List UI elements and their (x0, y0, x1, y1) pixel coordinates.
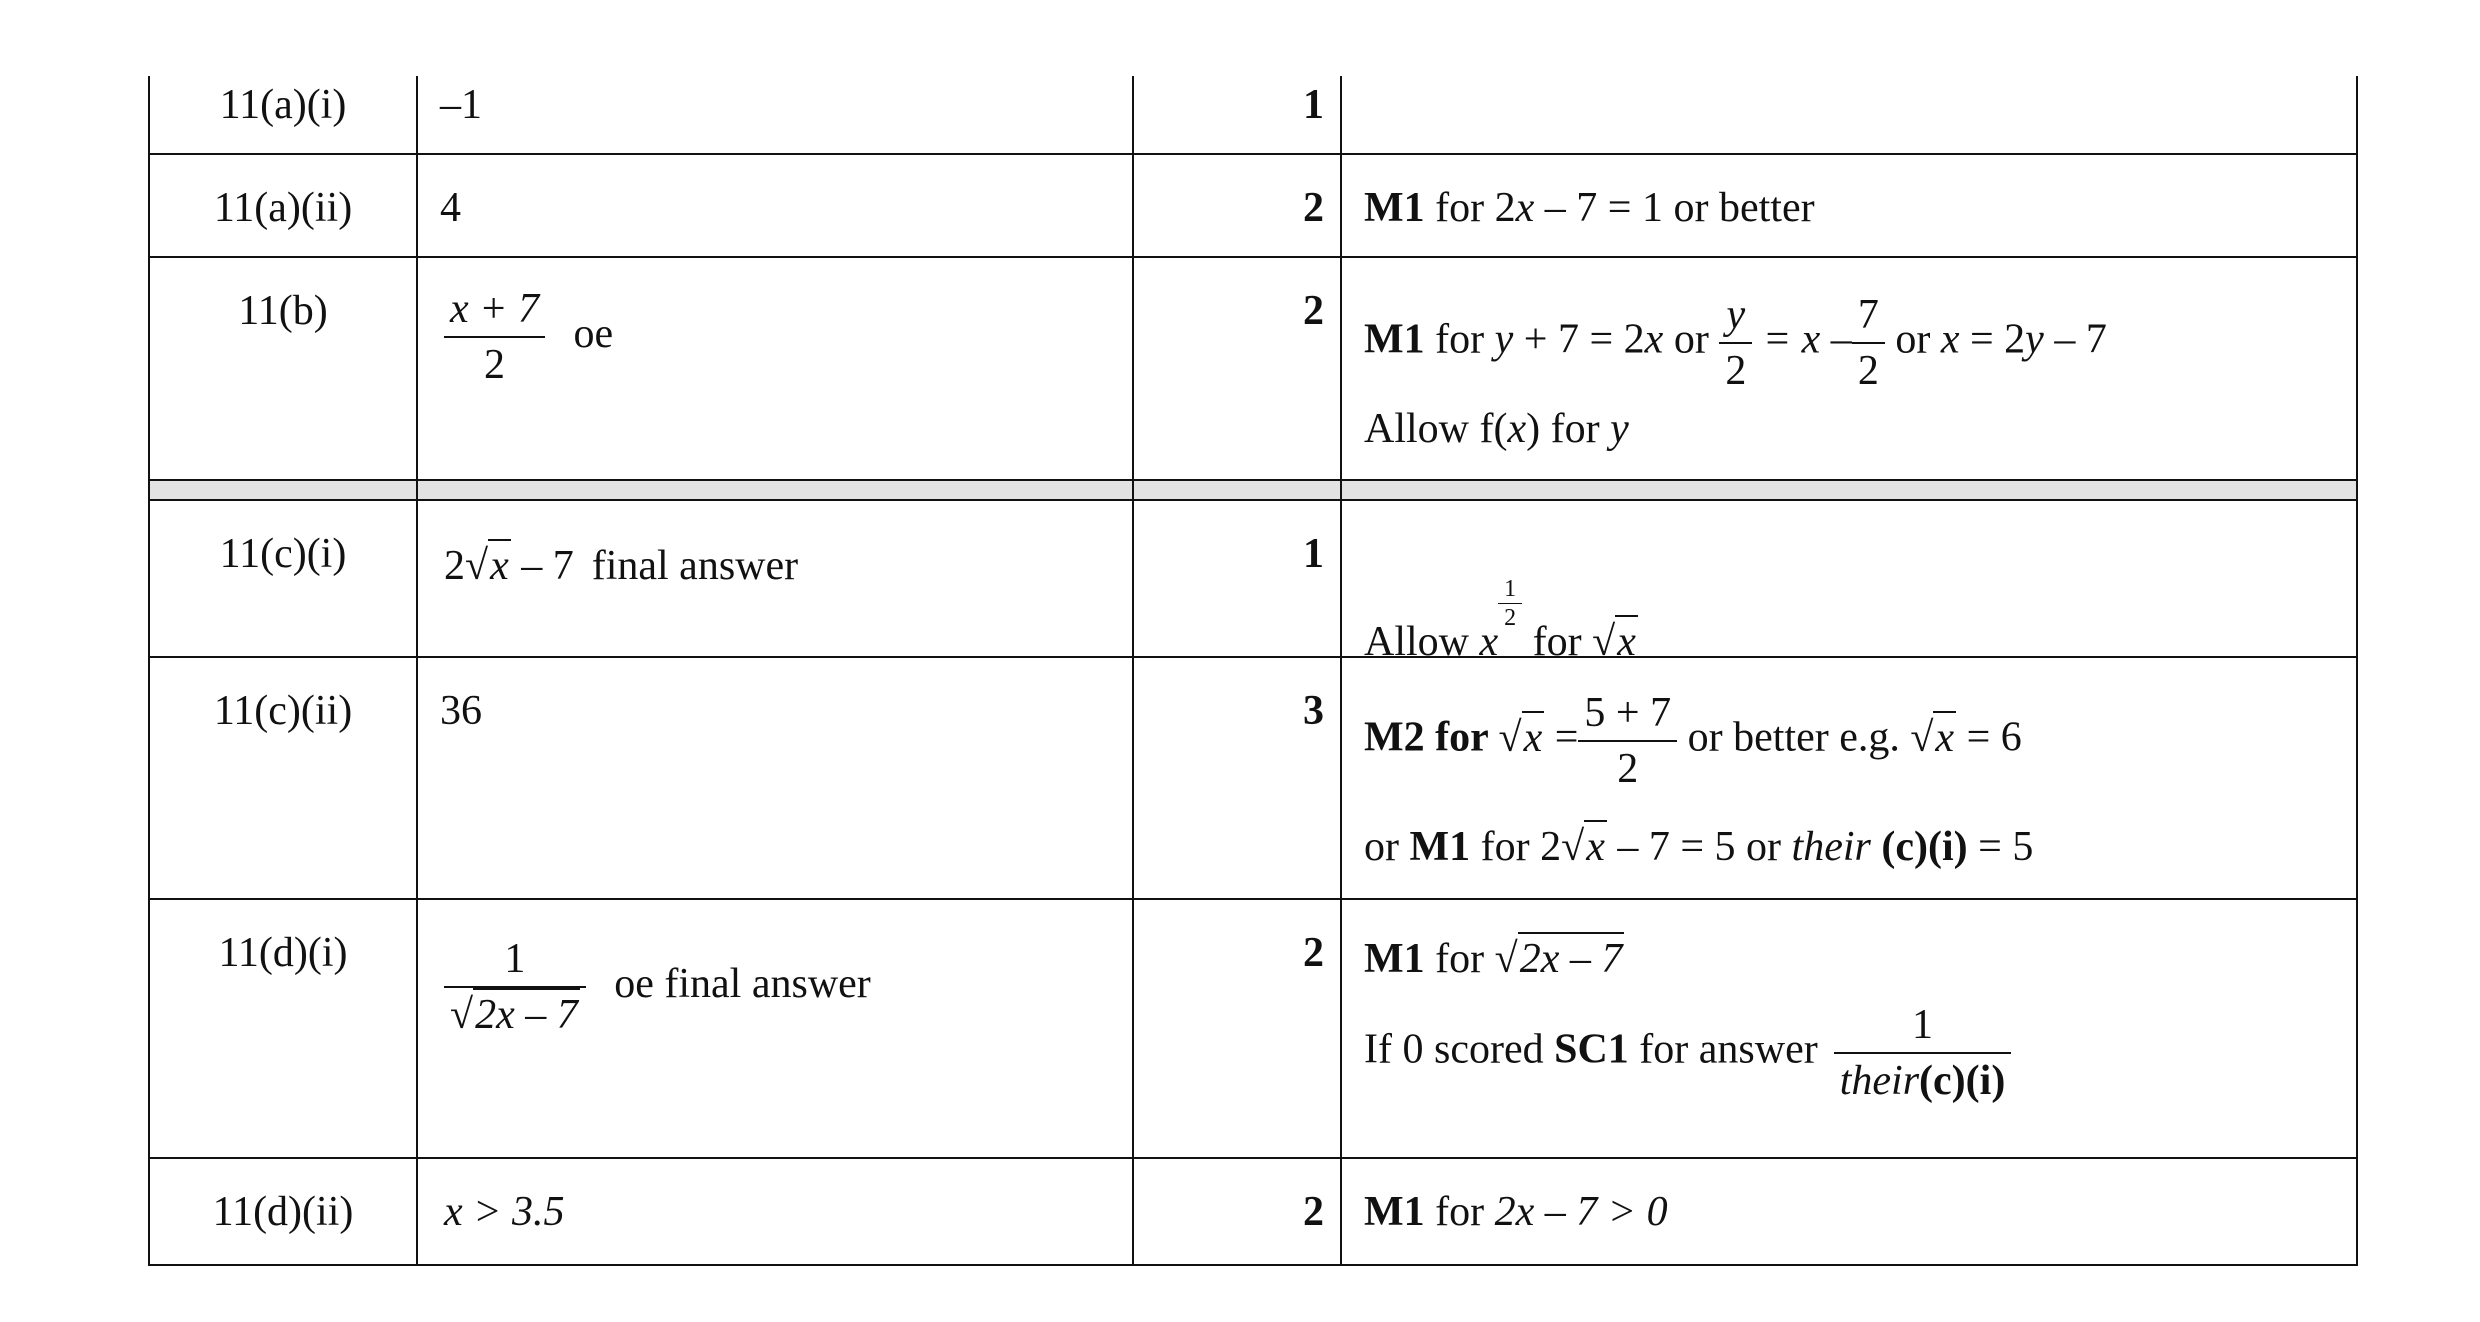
answer-fraction: $\frac{1}{√2x - 7}$ (444, 938, 586, 1036)
answer-fraction: $\frac{x + 7}{2}$ (444, 288, 545, 386)
table-row (148, 1159, 2358, 1266)
marks-cell: 1 (1303, 531, 1324, 577)
table-row (148, 76, 2358, 155)
marks-cell: 2 (1303, 288, 1324, 334)
marks-cell: 2 (1303, 930, 1324, 976)
answer-cell: –1 (440, 82, 482, 128)
square-root: √2x – 7 (1495, 938, 1625, 980)
guidance-line-1: M1 for √2x – 7 (1364, 938, 1624, 980)
guidance-line-1: M1 for y + 7 = 2x or $\frac{y}{2}$ = x – $\frac{7}{2}$ or x = 2y – 7 (1364, 292, 2107, 394)
question-number: 11(d)(i) (218, 930, 348, 976)
table-row (148, 658, 2358, 900)
fraction: $\frac{5 + 7}{2}$ (1578, 692, 1677, 790)
guidance-cell (1342, 76, 2358, 153)
question-number: 11(c)(ii) (213, 688, 353, 734)
square-root: √x (1910, 717, 1956, 759)
square-root: √2x – 7 (450, 994, 580, 1036)
table-row (148, 501, 2358, 665)
fraction: $\frac{7}{2}$ (1852, 294, 1885, 392)
square-root: √x (1592, 621, 1638, 663)
answer-cell: 2√x – 7 final answer (444, 545, 798, 587)
table-row (148, 900, 2358, 1159)
guidance-text: M1 for 2x – 7 > 0 (1364, 1189, 1668, 1235)
guidance-line-2: Allow f(x) for y (1364, 406, 1629, 452)
mark-scheme-table (148, 76, 2358, 1266)
question-number: 11(c)(i) (219, 531, 347, 577)
guidance-line-2: If 0 scored SC1 for answer $\frac{1}{\text{their(c)(i)}}$ (1364, 1004, 2011, 1102)
marks-cell: 1 (1303, 82, 1324, 128)
guidance-line-2: or M1 for 2√x – 7 = 5 or their (c)(i) = 5 (1364, 826, 2033, 868)
question-number: 11(b) (238, 288, 328, 334)
marks-cell: 2 (1303, 1189, 1324, 1235)
question-number: 11(a)(ii) (213, 185, 353, 231)
answer-cell: $\frac{1}{√2x - 7}$ oe final answer (444, 938, 871, 1036)
question-number: 11(a)(i) (219, 82, 347, 128)
table-row (148, 258, 2358, 481)
answer-cell: 36 (440, 688, 482, 734)
answer-cell: $\frac{x + 7}{2}$ oe (444, 288, 613, 386)
marks-cell: 2 (1303, 185, 1324, 231)
exponent-fraction: $\frac{1}{2}$ (1498, 577, 1522, 630)
guidance-text: Allow x $\frac{1}{2}$ for √x (1364, 576, 1636, 665)
table-row (148, 155, 2358, 258)
row-separator (148, 481, 2358, 501)
square-root: √x (1561, 826, 1607, 868)
square-root: √x (1499, 717, 1545, 759)
marks-cell: 3 (1303, 688, 1324, 734)
square-root: √x (465, 545, 511, 587)
answer-cell: x > 3.5 (444, 1189, 565, 1235)
fraction: $\frac{1}{\text{their(c)(i)}}$ (1834, 1004, 2012, 1102)
guidance-text: M1 for 2x – 7 = 1 or better (1364, 185, 1815, 231)
answer-cell: 4 (440, 185, 461, 231)
guidance-line-1: M2 for √x = $\frac{5 + 7}{2}$ or better e.g. √x = 6 (1364, 690, 2022, 792)
question-number: 11(d)(ii) (212, 1189, 354, 1235)
fraction: $\frac{y}{2}$ (1719, 294, 1752, 392)
